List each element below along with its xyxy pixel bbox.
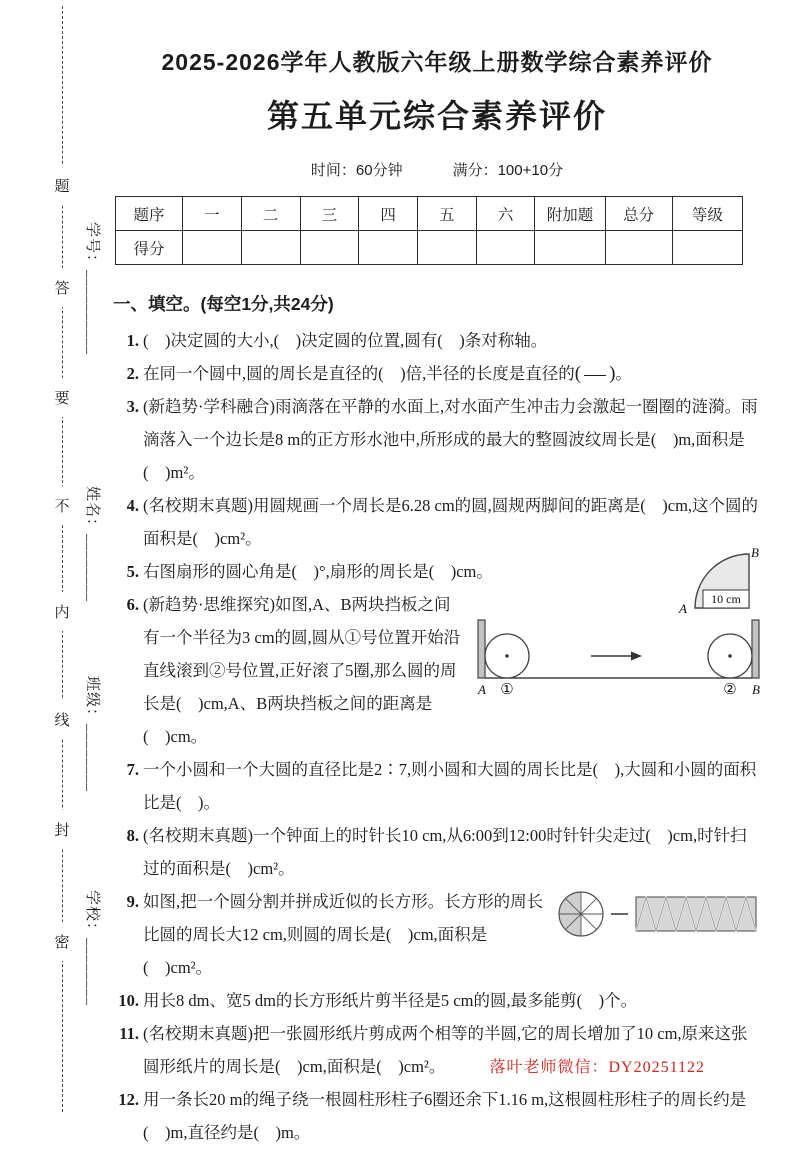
direction-arrow-head bbox=[631, 652, 642, 661]
question-8 bbox=[113, 819, 761, 885]
score-empty-cell bbox=[241, 231, 300, 265]
full-score: 满分：100+10分 bbox=[452, 162, 564, 179]
score-empty-cell bbox=[672, 231, 742, 265]
point-b-label: B bbox=[751, 546, 759, 560]
score-header-cell: 等级 bbox=[672, 197, 742, 231]
circle-end-center-dot bbox=[728, 654, 731, 657]
score-empty-cell bbox=[476, 231, 535, 265]
question-number: 4. bbox=[126, 496, 139, 515]
question-text: 。 bbox=[615, 364, 632, 383]
question-number: 5. bbox=[126, 562, 139, 581]
question-3 bbox=[113, 390, 761, 489]
score-table-header-row bbox=[116, 197, 743, 231]
question-text: (名校期末真题)把一张圆形纸片剪成两个相等的半圆,它的周长增加了10 cm,原来这张圆形纸片的周长是( )cm,面积是( )cm²。 bbox=[143, 1024, 748, 1076]
score-header-cell: 题序 bbox=[116, 197, 183, 231]
seal-char: 内 bbox=[52, 592, 72, 631]
question-number: 11. bbox=[119, 1024, 139, 1043]
question-number: 8. bbox=[126, 826, 139, 845]
score-header-cell: 四 bbox=[359, 197, 418, 231]
score-table-score-row bbox=[116, 231, 743, 265]
seal-char: 要 bbox=[52, 378, 72, 417]
radius-dimension-label: 10 cm bbox=[711, 592, 741, 606]
score-empty-cell bbox=[300, 231, 359, 265]
question-text: 右图扇形的圆心角是( )°,扇形的周长是( )cm。 bbox=[143, 562, 493, 581]
position-2-label: ② bbox=[723, 682, 737, 696]
question-text: 用一条长20 m的绳子绕一根圆柱形柱子6圈还余下1.16 m,这根圆柱形柱子的周长约是( )m,直径约是( )m。 bbox=[143, 1090, 747, 1142]
score-row-label: 得分 bbox=[116, 231, 183, 265]
question-text: (名校期末真题)一个钟面上的时针长10 cm,从6:00到12:00时针针尖走过( )cm,时针扫过的面积是( )cm²。 bbox=[143, 826, 747, 878]
seal-char: 题 bbox=[52, 166, 72, 205]
position-1-label: ① bbox=[500, 682, 514, 696]
circle-start-center-dot bbox=[505, 654, 508, 657]
score-empty-cell bbox=[359, 231, 418, 265]
seal-char: 密 bbox=[52, 922, 72, 961]
question-5 bbox=[113, 546, 761, 616]
question-number: 6. bbox=[126, 595, 139, 614]
right-wall bbox=[752, 620, 759, 678]
question-text: 如图,把一个圆分割并拼成近似的长方形。长方形的周长比圆的周长大12 cm,则圆的周长是( )cm,面积是( )cm²。 bbox=[143, 892, 544, 977]
circle-to-rectangle-figure bbox=[556, 889, 761, 939]
teacher-wechat-footer: 落叶老师微信：DY20251122 bbox=[489, 1059, 705, 1076]
question-number: 2. bbox=[126, 364, 139, 383]
question-10 bbox=[113, 984, 761, 1017]
question-text: 在同一个圆中,圆的周长是直径的( )倍,半径的长度是直径的 bbox=[143, 364, 575, 383]
question-number: 9. bbox=[126, 892, 139, 911]
question-text: ( )决定圆的大小,( )决定圆的位置,圆有( )条对称轴。 bbox=[143, 331, 548, 350]
seal-char: 答 bbox=[52, 268, 72, 307]
question-number: 7. bbox=[126, 760, 139, 779]
seal-char: 封 bbox=[52, 810, 72, 849]
score-header-cell: 六 bbox=[476, 197, 535, 231]
student-name-field: 姓名：________ bbox=[84, 486, 100, 603]
left-wall bbox=[478, 620, 485, 678]
question-list bbox=[113, 324, 761, 1149]
fraction-blank: ( ) bbox=[574, 363, 616, 384]
question-text: 一个小圆和一个大圆的直径比是2∶7,则小圆和大圆的周长比是( ),大圆和小圆的面积比是( )。 bbox=[143, 760, 757, 812]
class-field: 班级：________ bbox=[84, 676, 100, 793]
question-number: 1. bbox=[126, 331, 139, 350]
question-text: (新趋势·学科融合)雨滴落在平静的水面上,对水面产生冲击力会激起一圈圈的涟漪。雨滴落入一个边长是8 m的正方形水池中,所形成的最大的整圆波纹周长是( )m,面积是( )m²。 bbox=[143, 397, 758, 482]
question-7 bbox=[113, 753, 761, 819]
question-1 bbox=[113, 324, 761, 357]
question-9 bbox=[113, 885, 761, 984]
exam-info bbox=[113, 159, 761, 180]
question-2 bbox=[113, 357, 761, 390]
wall-b-label: B bbox=[752, 682, 760, 696]
unit-title: 第五单元综合素养评价 bbox=[266, 98, 607, 134]
point-a-label: A bbox=[679, 601, 687, 616]
score-empty-cell bbox=[535, 231, 605, 265]
question-text: 用长8 dm、宽5 dm的长方形纸片剪半径是5 cm的圆,最多能剪( )个。 bbox=[143, 991, 638, 1010]
score-empty-cell bbox=[417, 231, 476, 265]
question-number: 10. bbox=[118, 991, 139, 1010]
score-header-cell: 五 bbox=[417, 197, 476, 231]
paper-title: 2025-2026学年人教版六年级上册数学综合素养评价 bbox=[161, 49, 713, 75]
score-table bbox=[115, 196, 743, 265]
question-text: (名校期末真题)用圆规画一个周长是6.28 cm的圆,圆规两脚间的距离是( )cm,这个圆的面积是( )cm²。 bbox=[143, 496, 759, 548]
score-header-cell: 二 bbox=[241, 197, 300, 231]
score-header-cell: 附加题 bbox=[535, 197, 605, 231]
time-limit: 时间：60分钟 bbox=[310, 162, 403, 179]
section-heading: 一、填空。(每空1分,共24分) bbox=[113, 294, 334, 314]
question-6 bbox=[113, 588, 761, 753]
score-header-cell: 总分 bbox=[605, 197, 672, 231]
rolling-circle-figure bbox=[476, 618, 761, 696]
question-text: (新趋势·思维探究)如图,A、B两块挡板之间有一个半径为3 cm的圆,圆从①号位置开始沿直线滚到②号位置,正好滚了5圈,那么圆的周长是( )cm,A、B两块挡板之间的距离是( )cm。 bbox=[143, 595, 461, 746]
score-header-cell: 一 bbox=[183, 197, 242, 231]
wall-a-label: A bbox=[478, 682, 486, 696]
seal-char: 线 bbox=[52, 700, 72, 739]
question-number: 12. bbox=[118, 1090, 139, 1109]
question-12 bbox=[113, 1083, 761, 1149]
main-content bbox=[113, 44, 761, 1149]
question-number: 3. bbox=[126, 397, 139, 416]
score-empty-cell bbox=[605, 231, 672, 265]
school-field: 学校：________ bbox=[84, 890, 100, 1007]
score-empty-cell bbox=[183, 231, 242, 265]
seal-char: 不 bbox=[52, 486, 72, 525]
score-header-cell: 三 bbox=[300, 197, 359, 231]
student-id-field: 学号：__________ bbox=[84, 222, 100, 356]
